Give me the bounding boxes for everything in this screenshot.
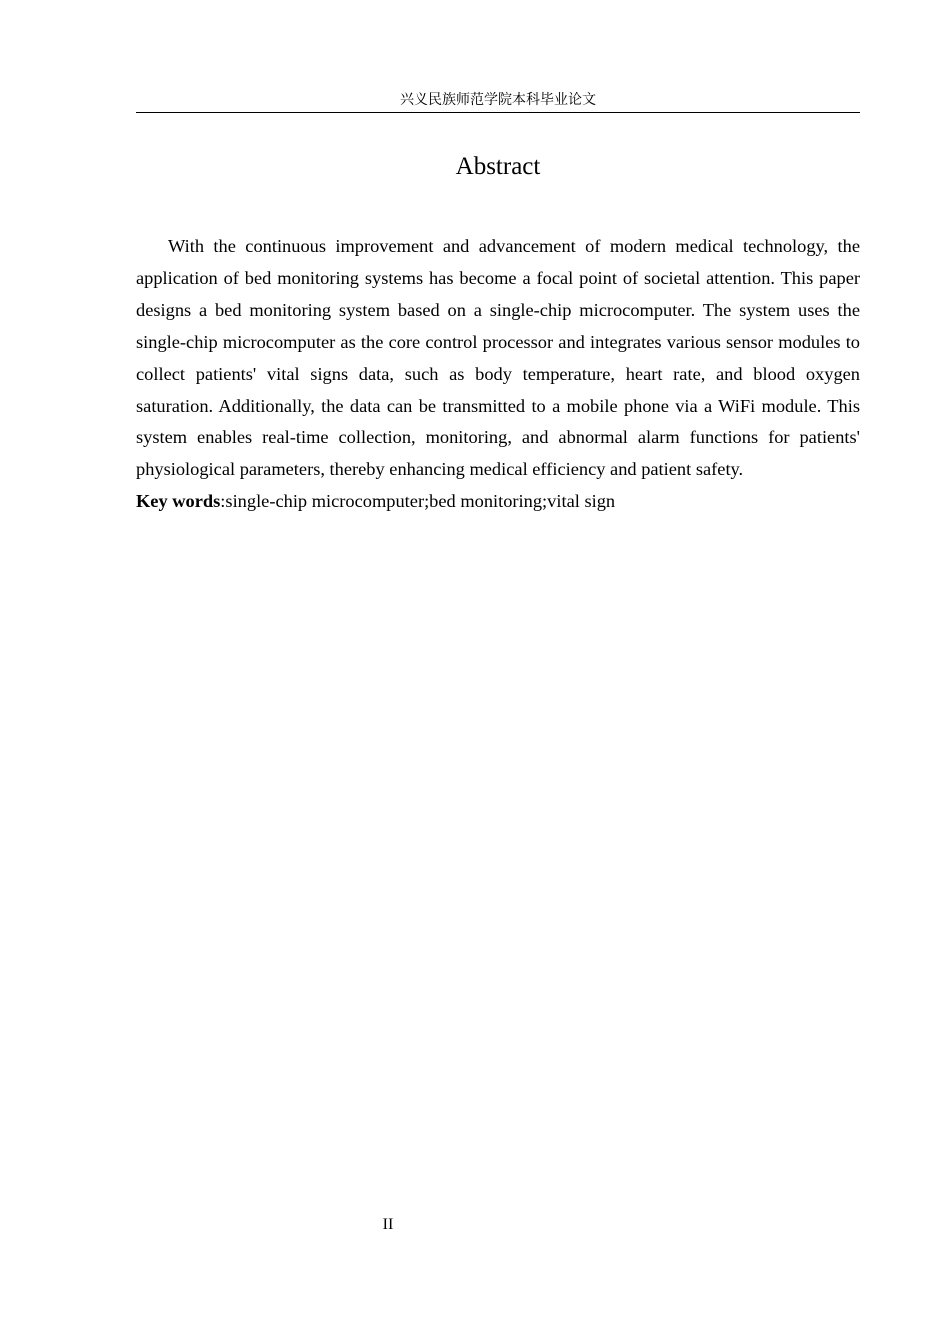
page-header xyxy=(136,90,860,113)
keywords-value: :single-chip microcomputer;bed monitoring;vital sign xyxy=(220,491,616,511)
header-title: 兴义民族师范学院本科毕业论文 xyxy=(400,92,596,108)
keywords-label: Key words xyxy=(136,491,221,511)
abstract-title-text: Abstract xyxy=(455,153,541,180)
abstract-title xyxy=(136,150,860,184)
keywords-line xyxy=(136,486,860,518)
page-number: II xyxy=(382,1216,394,1233)
abstract-body: With the continuous improvement and advancement of modern medical technology, the application of bed monitoring systems has become a focal point of societal attention. This paper designs a bed monitoring system based on a single-chip microcomputer. The system uses the single-chip microcomputer as the core control processor and integrates various sensor modules to collect patients' vital signs data, such as body temperature, heart rate, and blood oxygen saturation. Additionally, the data can be transmitted to a mobile phone via a WiFi module. This system enables real-time collection, monitoring, and abnormal alarm functions for patients' physiological parameters, thereby enhancing medical efficiency and patient safety. xyxy=(136,236,860,480)
